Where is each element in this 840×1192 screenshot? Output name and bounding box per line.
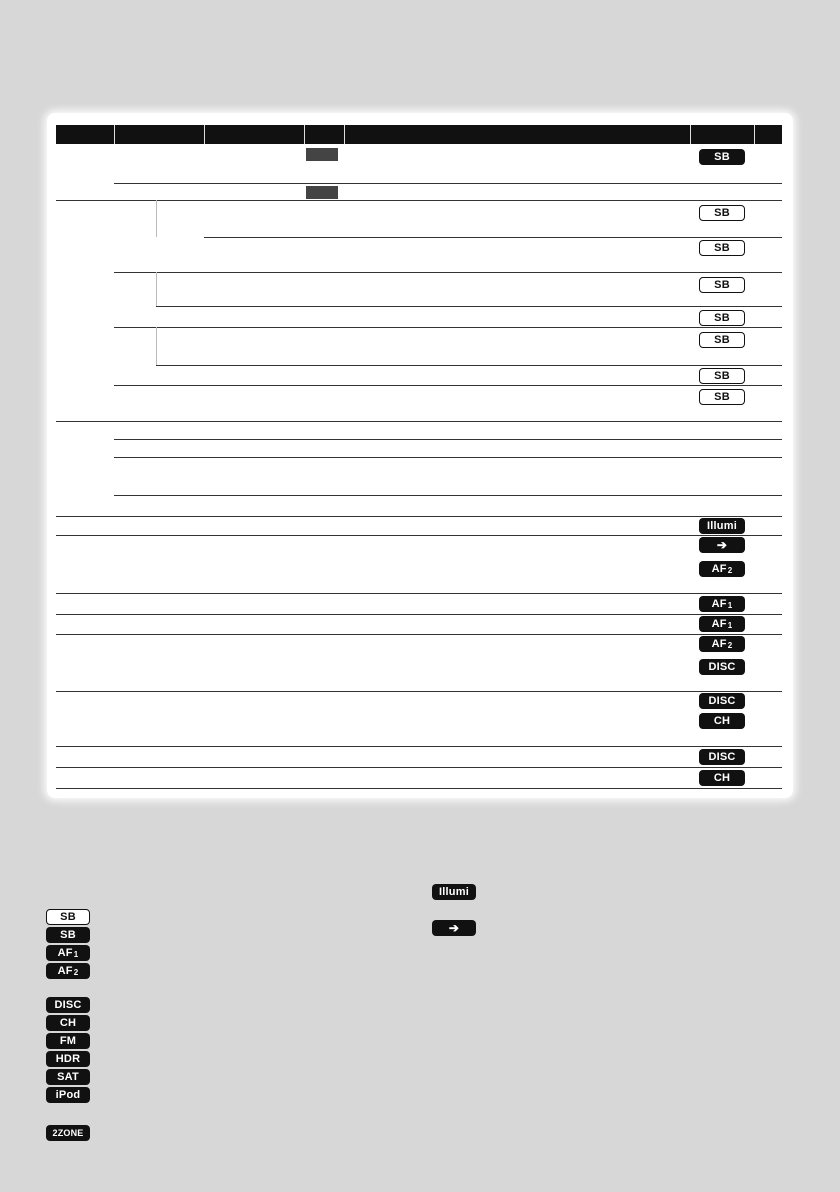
row-divider (56, 746, 782, 747)
header-divider (690, 125, 691, 144)
row-divider (156, 365, 782, 366)
row-divider (114, 457, 782, 458)
function-table (56, 125, 782, 789)
illumi-icon: Illumi (699, 518, 745, 534)
row-divider (56, 788, 782, 789)
af2-icon: AF 2 (699, 561, 745, 577)
disc-icon: DISC (699, 693, 745, 709)
sb-outline-icon: SB (699, 332, 745, 348)
hdr-icon: HDR (46, 1051, 90, 1067)
row-divider (114, 183, 782, 184)
row-divider (114, 385, 782, 386)
sb-filled-icon: SB (699, 149, 745, 165)
sb-outline-icon: SB (699, 368, 745, 384)
column-divider (156, 327, 157, 365)
header-divider (304, 125, 305, 144)
column-divider (156, 200, 157, 237)
row-divider (156, 306, 782, 307)
row-divider (114, 495, 782, 496)
header-divider (114, 125, 115, 144)
af1-icon: AF 1 (699, 616, 745, 632)
af1-icon: AF 1 (699, 596, 745, 612)
ch-icon: CH (699, 770, 745, 786)
sb-outline-icon: SB (699, 277, 745, 293)
fm-icon: FM (46, 1033, 90, 1049)
dark-cell (306, 186, 338, 199)
af1-icon: AF 1 (46, 945, 90, 961)
arrow-icon: ➔ (699, 537, 745, 553)
row-divider (56, 767, 782, 768)
zone2-icon: 2ZONE (46, 1125, 90, 1141)
row-divider (56, 634, 782, 635)
row-divider (114, 327, 782, 328)
sat-icon: SAT (46, 1069, 90, 1085)
function-table-panel (47, 113, 793, 798)
disc-icon: DISC (46, 997, 90, 1013)
header-divider (754, 125, 755, 144)
row-divider (56, 614, 782, 615)
af2-icon: AF 2 (46, 963, 90, 979)
disc-icon: DISC (699, 659, 745, 675)
sb-outline-icon: SB (699, 205, 745, 221)
sb-outline-icon: SB (46, 909, 90, 925)
row-divider (56, 691, 782, 692)
ch-icon: CH (46, 1015, 90, 1031)
dark-cell (306, 148, 338, 161)
row-divider (56, 593, 782, 594)
row-divider (56, 421, 782, 422)
af2-icon: AF 2 (699, 636, 745, 652)
sb-outline-icon: SB (699, 240, 745, 256)
row-divider (56, 516, 782, 517)
arrow-icon: ➔ (432, 920, 476, 936)
ipod-icon: iPod (46, 1087, 90, 1103)
sb-filled-icon: SB (46, 927, 90, 943)
sb-outline-icon: SB (699, 310, 745, 326)
ch-icon: CH (699, 713, 745, 729)
table-header-row (56, 125, 782, 144)
disc-icon: DISC (699, 749, 745, 765)
header-divider (204, 125, 205, 144)
sb-outline-icon: SB (699, 389, 745, 405)
illumi-icon: Illumi (432, 884, 476, 900)
header-divider (344, 125, 345, 144)
row-divider (56, 200, 782, 201)
column-divider (156, 272, 157, 306)
row-divider (56, 535, 782, 536)
row-divider (204, 237, 782, 238)
row-divider (114, 439, 782, 440)
row-divider (114, 272, 782, 273)
